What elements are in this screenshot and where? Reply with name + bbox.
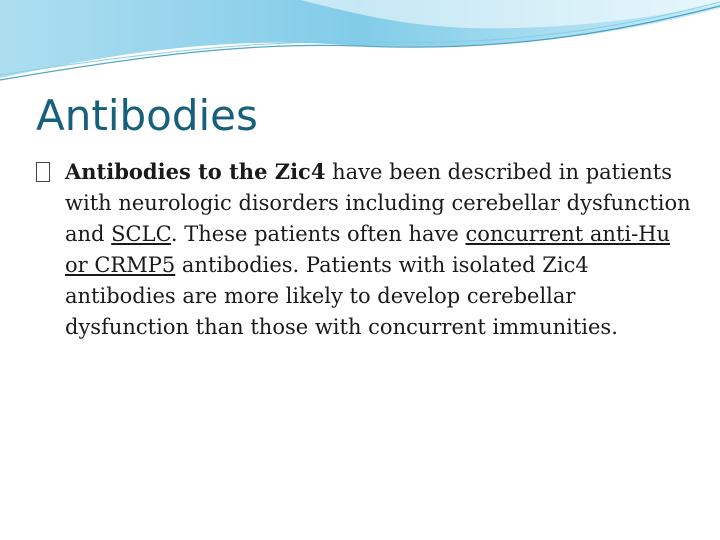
body-text-1: have been described in patients with neurologic disorders including cerebellar dysfunction and	[65, 160, 691, 246]
link-concurrent-antibodies[interactable]: concurrent anti-Hu or CRMP5	[65, 222, 671, 277]
lead-bold-text: Antibodies to the Zic4	[65, 159, 326, 184]
slide-title: Antibodies	[36, 91, 258, 140]
body-text-3: antibodies. Patients with isolated Zic4 antibodies are more likely to develop cerebellar dysfunction than those with concurrent immunities.	[65, 253, 618, 339]
bullet-icon	[36, 157, 65, 188]
header-wave-decoration	[0, 0, 720, 90]
bullet-paragraph	[36, 156, 696, 343]
link-sclc[interactable]: SCLC	[111, 222, 171, 246]
body-text-2: . These patients often have	[170, 222, 466, 246]
slide-body	[36, 156, 696, 343]
